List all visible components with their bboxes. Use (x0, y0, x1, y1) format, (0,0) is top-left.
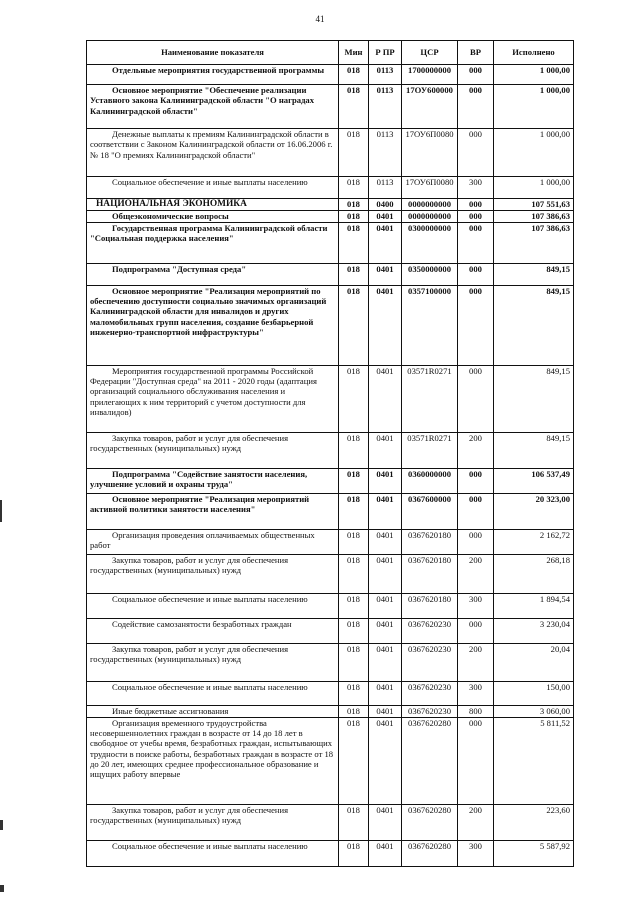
cell-executed: 107 386,63 (494, 222, 574, 263)
cell-csr: 03571R0271 (402, 432, 458, 468)
cell-vr: 200 (458, 432, 494, 468)
cell-rpr: 0113 (369, 65, 402, 85)
cell-min: 018 (339, 705, 369, 717)
cell-csr: 0367620230 (402, 681, 458, 705)
cell-name: Общеэкономические вопросы (87, 211, 339, 222)
cell-csr: 17ОУ6П0080 (402, 177, 458, 199)
table-row (87, 554, 574, 593)
cell-rpr: 0401 (369, 365, 402, 432)
cell-vr: 300 (458, 593, 494, 618)
cell-executed: 1 000,00 (494, 65, 574, 85)
cell-name: Закупка товаров, работ и услуг для обеспечения государственных (муниципальных) нужд (87, 643, 339, 681)
cell-rpr: 0401 (369, 493, 402, 529)
scan-edge-mark (0, 885, 4, 892)
cell-min: 018 (339, 432, 369, 468)
cell-min: 018 (339, 681, 369, 705)
table-row (87, 468, 574, 493)
cell-rpr: 0401 (369, 681, 402, 705)
cell-name: Государственная программа Калининградской области "Социальная поддержка населения" (87, 222, 339, 263)
cell-csr: 0367600000 (402, 493, 458, 529)
column-header-vr: ВР (458, 41, 494, 65)
cell-rpr: 0401 (369, 593, 402, 618)
cell-min: 018 (339, 211, 369, 222)
column-header-min: Мин (339, 41, 369, 65)
cell-csr: 0367620230 (402, 643, 458, 681)
cell-min: 018 (339, 618, 369, 643)
cell-rpr: 0401 (369, 840, 402, 866)
cell-executed: 150,00 (494, 681, 574, 705)
cell-csr: 0367620280 (402, 804, 458, 840)
cell-vr: 000 (458, 263, 494, 285)
cell-min: 018 (339, 85, 369, 129)
table-row (87, 285, 574, 365)
cell-name: Социальное обеспечение и иные выплаты населению (87, 177, 339, 199)
cell-vr: 200 (458, 643, 494, 681)
cell-executed: 5 587,92 (494, 840, 574, 866)
cell-vr: 000 (458, 222, 494, 263)
cell-vr: 200 (458, 804, 494, 840)
cell-name: Содействие самозанятости безработных граждан (87, 618, 339, 643)
cell-csr: 0367620180 (402, 529, 458, 554)
table-row (87, 681, 574, 705)
cell-vr: 300 (458, 681, 494, 705)
table-row (87, 618, 574, 643)
cell-executed: 2 162,72 (494, 529, 574, 554)
cell-vr: 000 (458, 618, 494, 643)
cell-min: 018 (339, 65, 369, 85)
cell-executed: 5 811,52 (494, 717, 574, 804)
cell-min: 018 (339, 840, 369, 866)
cell-name: Мероприятия государственной программы Российской Федерации "Доступная среда" на 2011 - 2020 годы (адаптация организаций социального обслуживания населения и прилегающих к ним территорий с учетом доступности для инвалидов) (87, 365, 339, 432)
column-header-executed: Исполнено (494, 41, 574, 65)
cell-name: Закупка товаров, работ и услуг для обеспечения государственных (муниципальных) нужд (87, 432, 339, 468)
table-row (87, 705, 574, 717)
cell-csr: 0357100000 (402, 285, 458, 365)
cell-name: Отдельные мероприятия государственной программы (87, 65, 339, 85)
cell-csr: 0000000000 (402, 199, 458, 211)
cell-vr: 800 (458, 705, 494, 717)
cell-csr: 0367620180 (402, 593, 458, 618)
cell-name: Основное мероприятие "Обеспечение реализации Уставного закона Калининградской области "О наградах Калининградской области" (87, 85, 339, 129)
cell-rpr: 0401 (369, 211, 402, 222)
cell-min: 018 (339, 493, 369, 529)
cell-min: 018 (339, 285, 369, 365)
cell-rpr: 0113 (369, 129, 402, 177)
scan-edge-mark (0, 500, 2, 522)
cell-executed: 1 000,00 (494, 85, 574, 129)
cell-rpr: 0401 (369, 717, 402, 804)
cell-rpr: 0401 (369, 804, 402, 840)
cell-min: 018 (339, 199, 369, 211)
cell-rpr: 0401 (369, 468, 402, 493)
cell-executed: 849,15 (494, 263, 574, 285)
cell-rpr: 0401 (369, 618, 402, 643)
cell-name: Подпрограмма "Доступная среда" (87, 263, 339, 285)
cell-executed: 223,60 (494, 804, 574, 840)
cell-min: 018 (339, 593, 369, 618)
table-row (87, 211, 574, 222)
cell-executed: 106 537,49 (494, 468, 574, 493)
cell-name: Иные бюджетные ассигнования (87, 705, 339, 717)
cell-csr: 0367620280 (402, 717, 458, 804)
cell-executed: 1 000,00 (494, 129, 574, 177)
cell-vr: 000 (458, 65, 494, 85)
cell-csr: 1700000000 (402, 65, 458, 85)
cell-rpr: 0400 (369, 199, 402, 211)
cell-vr: 000 (458, 129, 494, 177)
cell-rpr: 0401 (369, 554, 402, 593)
cell-rpr: 0113 (369, 177, 402, 199)
table-row (87, 85, 574, 129)
cell-csr: 0350000000 (402, 263, 458, 285)
column-header-csr: ЦСР (402, 41, 458, 65)
cell-min: 018 (339, 717, 369, 804)
cell-vr: 000 (458, 365, 494, 432)
cell-rpr: 0401 (369, 222, 402, 263)
cell-executed: 1 000,00 (494, 177, 574, 199)
cell-csr: 0367620230 (402, 705, 458, 717)
cell-vr: 000 (458, 199, 494, 211)
column-header-name: Наименование показателя (87, 41, 339, 65)
cell-csr: 0367620280 (402, 840, 458, 866)
cell-csr: 17ОУ600000 (402, 85, 458, 129)
cell-name: Закупка товаров, работ и услуг для обеспечения государственных (муниципальных) нужд (87, 804, 339, 840)
cell-executed: 20 323,00 (494, 493, 574, 529)
cell-min: 018 (339, 129, 369, 177)
cell-executed: 107 551,63 (494, 199, 574, 211)
cell-rpr: 0401 (369, 285, 402, 365)
cell-name: Социальное обеспечение и иные выплаты населению (87, 681, 339, 705)
table-row (87, 129, 574, 177)
table-row (87, 365, 574, 432)
cell-rpr: 0113 (369, 85, 402, 129)
cell-executed: 849,15 (494, 365, 574, 432)
cell-executed: 1 894,54 (494, 593, 574, 618)
table-row (87, 529, 574, 554)
cell-csr: 0360000000 (402, 468, 458, 493)
table-row (87, 804, 574, 840)
cell-executed: 107 386,63 (494, 211, 574, 222)
cell-vr: 000 (458, 468, 494, 493)
cell-min: 018 (339, 804, 369, 840)
cell-executed: 849,15 (494, 432, 574, 468)
cell-min: 018 (339, 177, 369, 199)
cell-csr: 17ОУ6П0080 (402, 129, 458, 177)
table-row (87, 717, 574, 804)
table-row (87, 65, 574, 85)
cell-vr: 000 (458, 285, 494, 365)
cell-name: Подпрограмма "Содействие занятости населения, улучшение условий и охраны труда" (87, 468, 339, 493)
cell-executed: 3 060,00 (494, 705, 574, 717)
cell-vr: 200 (458, 554, 494, 593)
cell-rpr: 0401 (369, 529, 402, 554)
cell-min: 018 (339, 554, 369, 593)
cell-csr: 0367620180 (402, 554, 458, 593)
table-row (87, 432, 574, 468)
table-row (87, 840, 574, 866)
cell-csr: 0000000000 (402, 211, 458, 222)
table-row (87, 593, 574, 618)
cell-vr: 000 (458, 493, 494, 529)
cell-vr: 000 (458, 529, 494, 554)
table-row (87, 222, 574, 263)
cell-name: Основное мероприятие "Реализация мероприятий активной политики занятости населения" (87, 493, 339, 529)
table-row (87, 177, 574, 199)
cell-vr: 000 (458, 717, 494, 804)
cell-min: 018 (339, 222, 369, 263)
cell-csr: 03571R0271 (402, 365, 458, 432)
cell-rpr: 0401 (369, 643, 402, 681)
cell-min: 018 (339, 529, 369, 554)
cell-csr: 0367620230 (402, 618, 458, 643)
cell-executed: 20,04 (494, 643, 574, 681)
cell-name: Основное мероприятие "Реализация мероприятий по обеспечению доступности социально значимых организаций Калининградской области для инвалидов и других маломобильных групп населения, создание безбарьерной инженерно-транспортной инфраструктуры" (87, 285, 339, 365)
cell-min: 018 (339, 643, 369, 681)
cell-vr: 000 (458, 85, 494, 129)
cell-name: Организация временного трудоустройства несовершеннолетних граждан в возрасте от 14 до 18 лет в свободное от учебы время, безработных граждан, испытывающих трудности в поиске работы, безработных граждан в возрасте от 18 до 20 лет, имеющих среднее профессиональное образование и ищущих работу впервые (87, 717, 339, 804)
cell-vr: 300 (458, 177, 494, 199)
table-row (87, 199, 574, 211)
column-header-rpr: Р ПР (369, 41, 402, 65)
cell-rpr: 0401 (369, 705, 402, 717)
cell-name: Социальное обеспечение и иные выплаты населению (87, 840, 339, 866)
cell-vr: 300 (458, 840, 494, 866)
cell-name: НАЦИОНАЛЬНАЯ ЭКОНОМИКА (87, 199, 339, 211)
cell-csr: 0300000000 (402, 222, 458, 263)
cell-rpr: 0401 (369, 432, 402, 468)
cell-name: Социальное обеспечение и иные выплаты населению (87, 593, 339, 618)
scan-edge-mark (0, 820, 3, 830)
cell-name: Организация проведения оплачиваемых общественных работ (87, 529, 339, 554)
table-row (87, 643, 574, 681)
table-row (87, 493, 574, 529)
cell-name: Закупка товаров, работ и услуг для обеспечения государственных (муниципальных) нужд (87, 554, 339, 593)
cell-min: 018 (339, 365, 369, 432)
expenditure-table (86, 40, 574, 867)
cell-executed: 849,15 (494, 285, 574, 365)
cell-vr: 000 (458, 211, 494, 222)
cell-rpr: 0401 (369, 263, 402, 285)
page-number: 41 (315, 14, 325, 24)
cell-executed: 3 230,04 (494, 618, 574, 643)
table-row (87, 263, 574, 285)
cell-min: 018 (339, 468, 369, 493)
cell-min: 018 (339, 263, 369, 285)
cell-executed: 268,18 (494, 554, 574, 593)
cell-name: Денежные выплаты к премиям Калининградской области в соответствии с Законом Калининградской области от 16.06.2006 г. № 18 "О премиях Калининградской области" (87, 129, 339, 177)
table-header-row (87, 41, 574, 65)
